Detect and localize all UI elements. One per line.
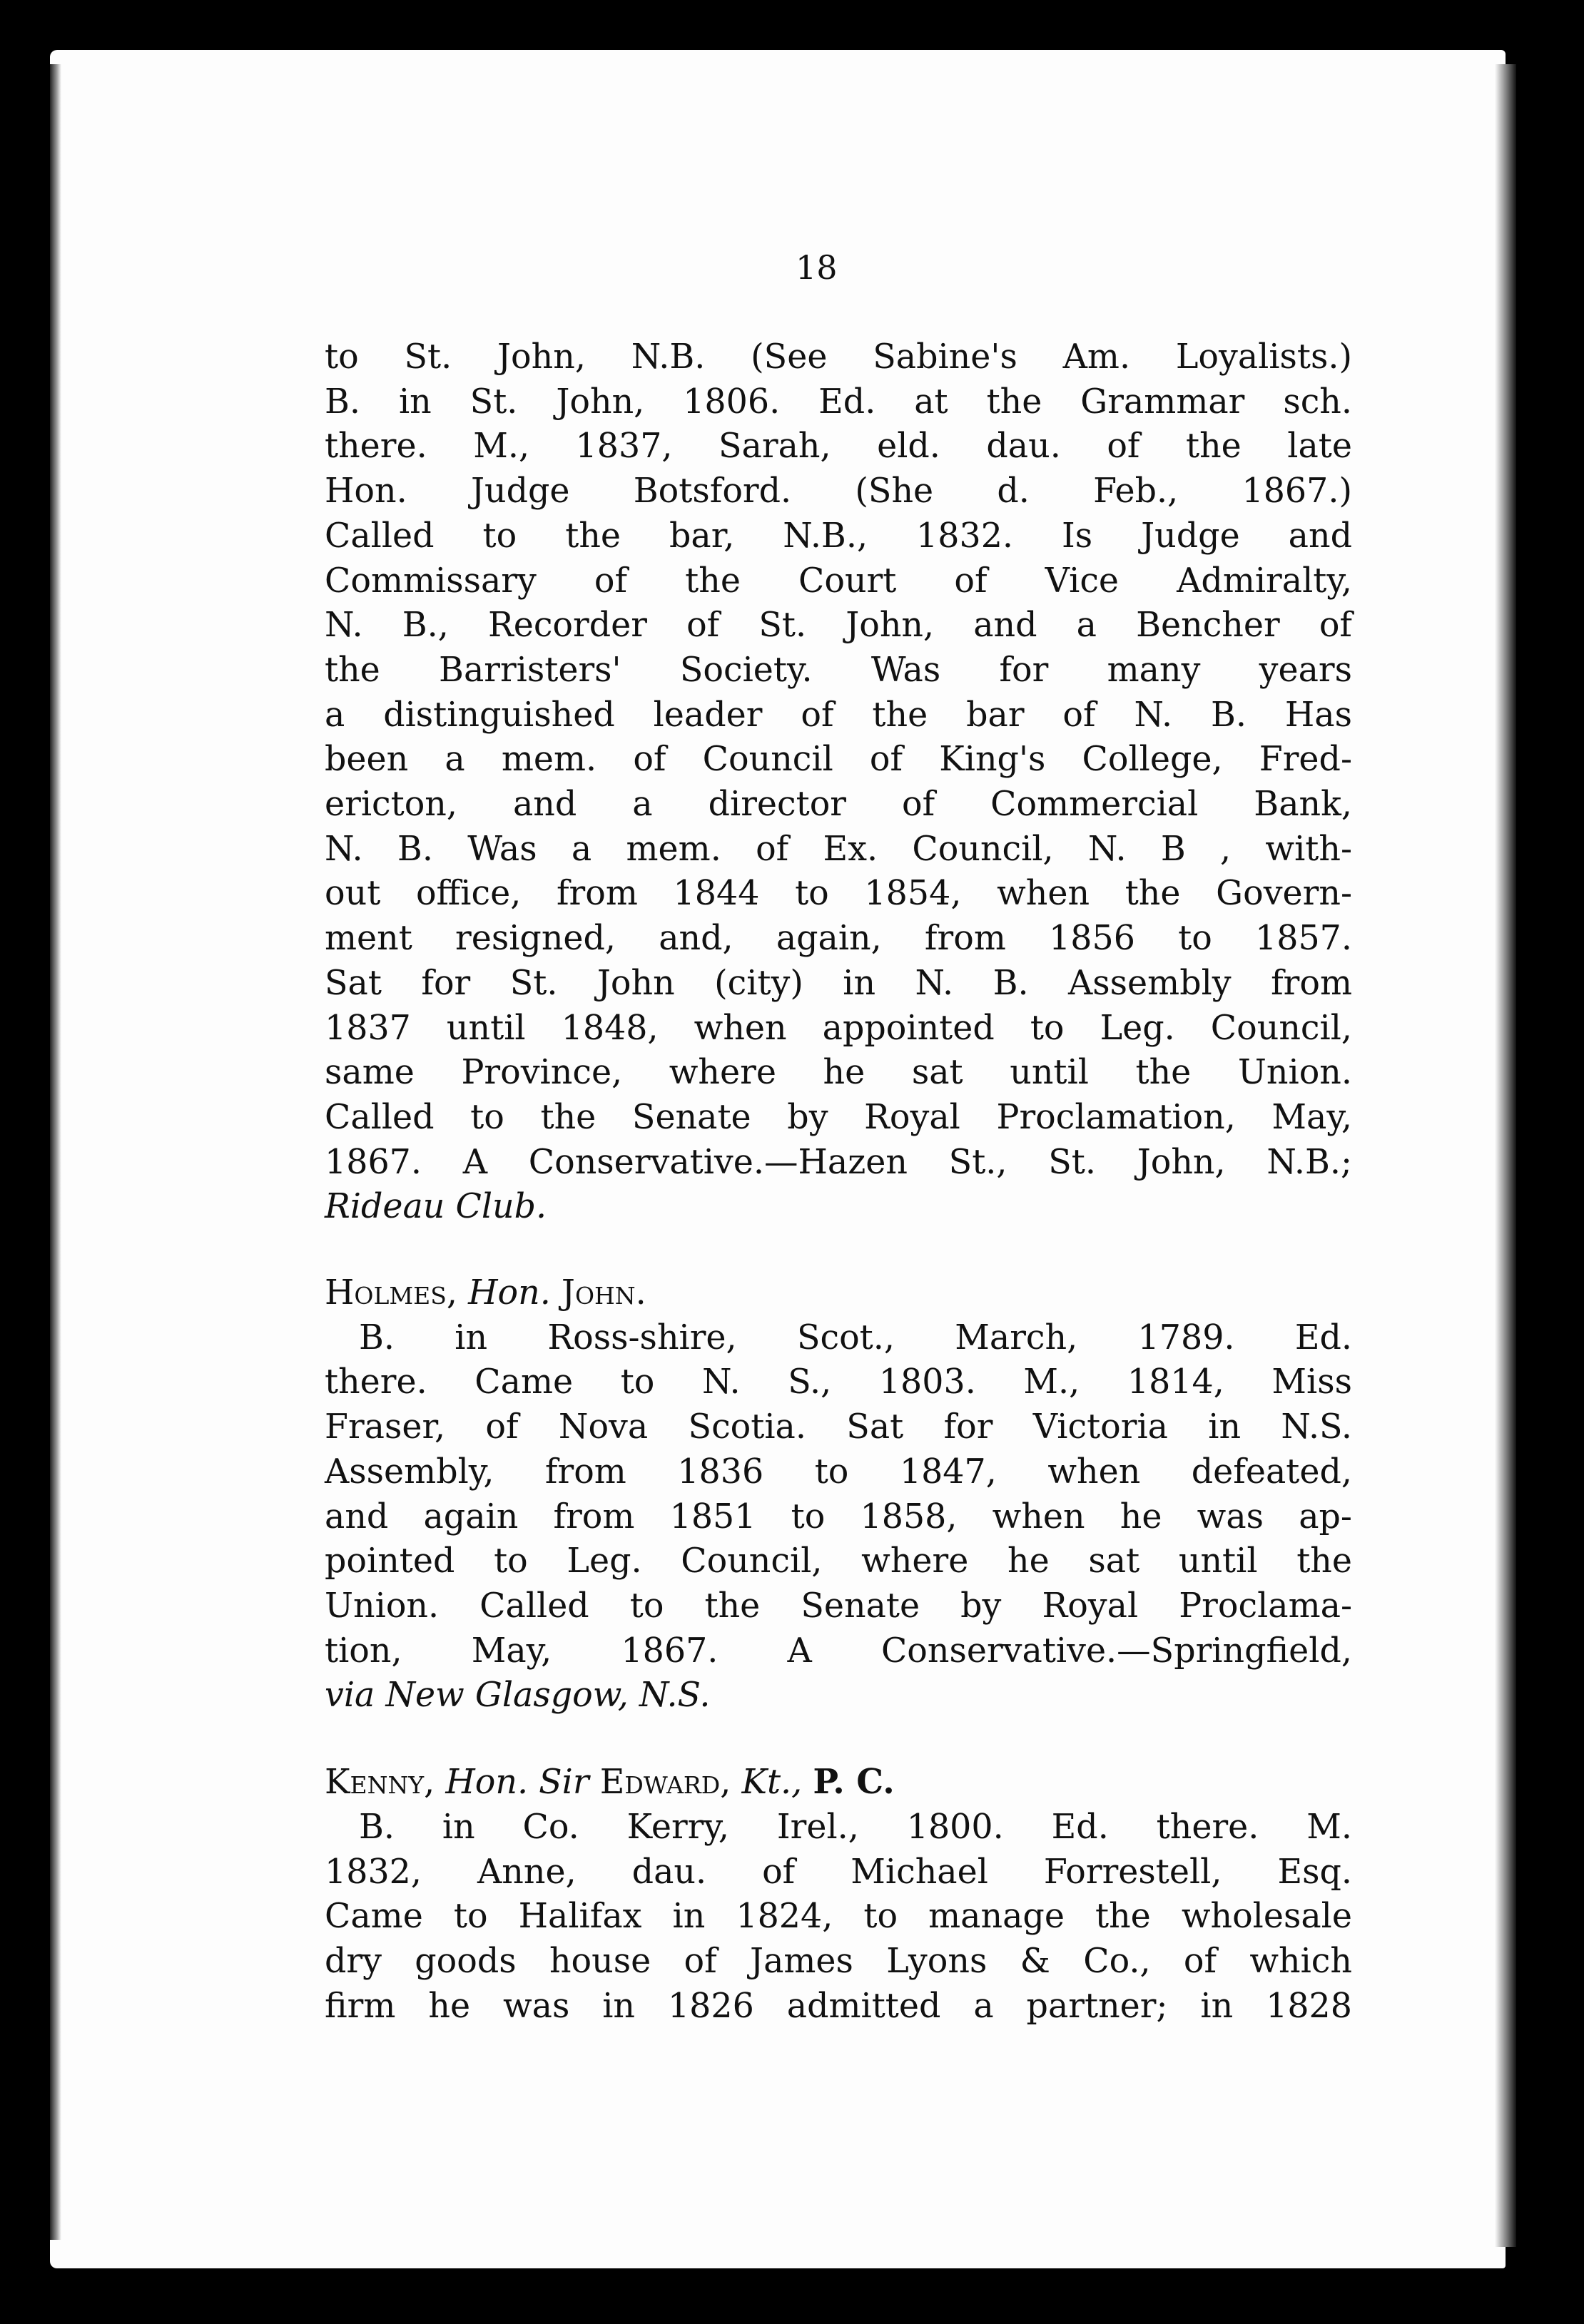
page-left-shadow (50, 64, 61, 2240)
page-right-shadow (1495, 64, 1516, 2247)
text-line: firm he was in 1826 admitted a partner; in 1828 (325, 1986, 1352, 2026)
text-line: the Barristers' Society. Was for many years (325, 650, 1352, 690)
text-line: there. Came to N. S., 1803. M., 1814, Miss (325, 1362, 1352, 1402)
entry-given-name: Edward, (599, 1763, 731, 1803)
text-line: ericton, and a director of Commercial Bank, (325, 785, 1352, 825)
text-line: same Province, where he sat until the Union. (325, 1053, 1352, 1093)
text-line: N. B. Was a mem. of Ex. Council, N. B , with- (325, 829, 1352, 869)
entry-kenny (325, 1760, 1352, 2029)
text-line: via New Glasgow, N.S. (325, 1676, 711, 1716)
text-line: Hon. Judge Botsford. (She d. Feb., 1867.) (325, 472, 1352, 511)
entry-holmes (325, 1271, 1352, 1718)
entry-title: Hon. Sir (445, 1763, 589, 1803)
entry-surname: Kenny, (325, 1763, 435, 1803)
text-line: Came to Halifax in 1824, to manage the wholesale (325, 1897, 1352, 1937)
text-line: out office, from 1844 to 1854, when the Govern- (325, 874, 1352, 914)
text-line: a distinguished leader of the bar of N. B. Has (325, 695, 1352, 735)
entry-surname: Holmes, (325, 1273, 457, 1313)
text-line: and again from 1851 to 1858, when he was ap- (325, 1497, 1352, 1536)
entry-given-name: John. (561, 1273, 646, 1313)
text-line: 1832, Anne, dau. of Michael Forrestell, Esq. (325, 1852, 1352, 1892)
text-line: Fraser, of Nova Scotia. Sat for Victoria in N.S. (325, 1407, 1352, 1447)
entry-suffix: Kt., (741, 1763, 803, 1803)
entry-heading (325, 1271, 1352, 1316)
entry-heading (325, 1760, 1352, 1805)
entry-title: Hon. (468, 1273, 551, 1313)
text-line: dry goods house of James Lyons & Co., of which (325, 1941, 1352, 1981)
text-line: Sat for St. John (city) in N. B. Assembly from (325, 963, 1352, 1003)
text-line: B. in Ross-shire, Scot., March, 1789. Ed. (359, 1318, 1352, 1357)
text-line: B. in Co. Kerry, Irel., 1800. Ed. there. M. (359, 1807, 1352, 1847)
text-line: there. M., 1837, Sarah, eld. dau. of the late (325, 427, 1352, 467)
text-line: Commissary of the Court of Vice Admiralty, (325, 561, 1352, 601)
continuation-entry (325, 335, 1352, 1230)
text-line: tion, May, 1867. A Conservative.—Springfield, (325, 1631, 1352, 1671)
text-line: ment resigned, and, again, from 1856 to 1857. (325, 919, 1352, 959)
text-line: Union. Called to the Senate by Royal Proclama- (325, 1586, 1352, 1626)
text-line: 1837 until 1848, when appointed to Leg. Council, (325, 1008, 1352, 1048)
text-line: Rideau Club. (325, 1187, 547, 1227)
page-text (325, 335, 1352, 2029)
text-line: pointed to Leg. Council, where he sat until the (325, 1541, 1352, 1581)
text-line: to St. John, N.B. (See Sabine's Am. Loyalists.) (325, 337, 1352, 377)
text-line: N. B., Recorder of St. John, and a Bencher of (325, 606, 1352, 646)
text-line: Called to the Senate by Royal Proclamation, May, (325, 1097, 1352, 1137)
text-line: 1867. A Conservative.—Hazen St., St. John, N.B.; (325, 1142, 1352, 1182)
text-line: been a mem. of Council of King's College, Fred- (325, 740, 1352, 780)
text-line: Assembly, from 1836 to 1847, when defeated, (325, 1452, 1352, 1492)
page-number: 18 (796, 248, 838, 287)
entry-honour: P. C. (813, 1762, 895, 1803)
text-line: Called to the bar, N.B., 1832. Is Judge and (325, 516, 1352, 556)
text-line: B. in St. John, 1806. Ed. at the Grammar sch. (325, 382, 1352, 422)
